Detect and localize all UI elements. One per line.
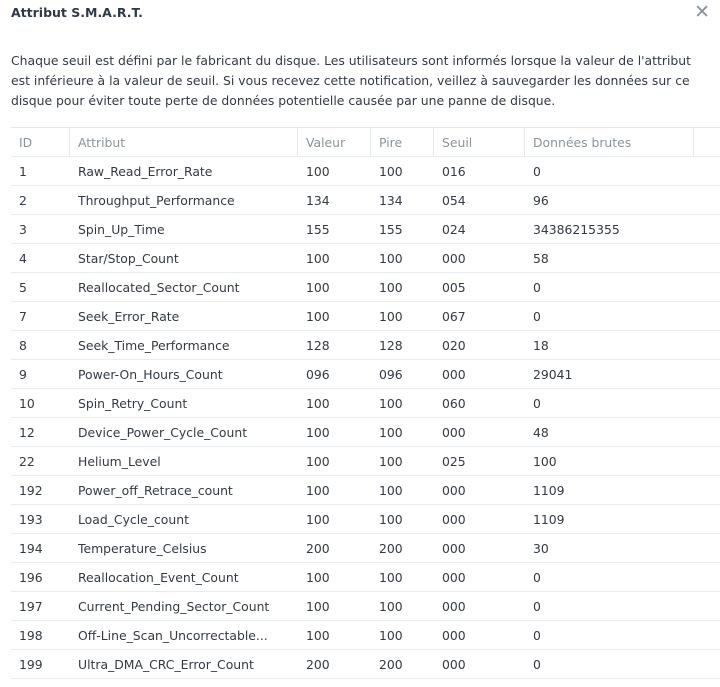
cell-threshold-text: 020 [442, 337, 466, 353]
cell-raw-data [525, 157, 694, 185]
cell-raw-data [525, 360, 694, 388]
cell-worst-text: 100 [379, 250, 403, 266]
cell-attribute-text: Seek_Time_Performance [78, 337, 230, 353]
cell-id [11, 476, 70, 504]
cell-threshold [434, 360, 525, 388]
cell-id [11, 447, 70, 475]
cell-id-text: 10 [19, 395, 35, 411]
cell-value [298, 418, 371, 446]
cell-threshold-text: 054 [442, 192, 466, 208]
cell-attribute-text: Current_Pending_Sector_Count [78, 598, 270, 614]
cell-attribute-text: Power_off_Retrace_count [78, 482, 233, 498]
cell-attribute-text: Reallocation_Event_Count [78, 569, 239, 585]
column-header-id[interactable]: ID [11, 128, 70, 156]
cell-id [11, 505, 70, 533]
cell-id-text: 22 [19, 453, 35, 469]
cell-attribute [70, 476, 298, 504]
table-row[interactable] [11, 389, 720, 418]
cell-attribute [70, 273, 298, 301]
cell-attribute-text: Spin_Retry_Count [78, 395, 188, 411]
cell-value [298, 447, 371, 475]
cell-raw-data [525, 592, 694, 620]
cell-worst [371, 157, 434, 185]
column-header-filler [694, 128, 720, 156]
cell-raw-data-text: 29041 [533, 366, 573, 382]
cell-id [11, 592, 70, 620]
cell-worst-text: 100 [379, 569, 403, 585]
cell-id [11, 215, 70, 243]
cell-worst-text: 134 [379, 192, 403, 208]
cell-threshold [434, 505, 525, 533]
cell-raw-data-text: 58 [533, 250, 549, 266]
cell-worst [371, 447, 434, 475]
cell-value [298, 331, 371, 359]
cell-raw-data-text: 0 [533, 395, 541, 411]
cell-worst-text: 100 [379, 598, 403, 614]
cell-id-text: 192 [19, 482, 43, 498]
cell-worst [371, 621, 434, 649]
table-row[interactable] [11, 273, 720, 302]
cell-worst-text: 128 [379, 337, 403, 353]
cell-raw-data-text: 0 [533, 279, 541, 295]
cell-value [298, 476, 371, 504]
cell-id [11, 302, 70, 330]
cell-worst [371, 302, 434, 330]
cell-attribute-text: Ultra_DMA_CRC_Error_Count [78, 656, 254, 672]
cell-attribute-text: Reallocated_Sector_Count [78, 279, 240, 295]
cell-value-text: 100 [306, 482, 330, 498]
cell-threshold-text: 000 [442, 569, 466, 585]
cell-raw-data [525, 650, 694, 678]
cell-value [298, 244, 371, 272]
cell-threshold [434, 331, 525, 359]
cell-raw-data [525, 447, 694, 475]
cell-raw-data [525, 418, 694, 446]
table-row[interactable] [11, 302, 720, 331]
cell-id [11, 360, 70, 388]
cell-worst-text: 100 [379, 627, 403, 643]
cell-raw-data-text: 96 [533, 192, 549, 208]
cell-worst-text: 100 [379, 308, 403, 324]
cell-attribute [70, 563, 298, 591]
cell-value-text: 100 [306, 395, 330, 411]
table-row[interactable] [11, 331, 720, 360]
cell-threshold [434, 476, 525, 504]
table-row[interactable] [11, 447, 720, 476]
smart-table [11, 127, 720, 679]
cell-value-text: 096 [306, 366, 330, 382]
cell-value [298, 360, 371, 388]
cell-threshold [434, 273, 525, 301]
cell-id-text: 199 [19, 656, 43, 672]
table-row[interactable] [11, 360, 720, 389]
cell-id [11, 157, 70, 185]
table-row[interactable] [11, 621, 720, 650]
cell-raw-data-text: 0 [533, 656, 541, 672]
cell-worst-text: 200 [379, 656, 403, 672]
cell-value [298, 186, 371, 214]
cell-raw-data-text: 1109 [533, 511, 565, 527]
close-icon[interactable]: ✕ [694, 1, 710, 23]
cell-threshold [434, 215, 525, 243]
cell-value [298, 302, 371, 330]
cell-raw-data-text: 1109 [533, 482, 565, 498]
cell-attribute-text: Throughput_Performance [78, 192, 235, 208]
cell-worst-text: 200 [379, 540, 403, 556]
cell-id [11, 563, 70, 591]
cell-raw-data [525, 534, 694, 562]
cell-threshold-text: 000 [442, 366, 466, 382]
cell-value-text: 100 [306, 424, 330, 440]
cell-attribute [70, 215, 298, 243]
cell-raw-data-text: 48 [533, 424, 549, 440]
cell-id [11, 650, 70, 678]
cell-value-text: 155 [306, 221, 330, 237]
cell-attribute [70, 244, 298, 272]
cell-worst-text: 100 [379, 163, 403, 179]
cell-value [298, 157, 371, 185]
cell-worst [371, 360, 434, 388]
cell-threshold-text: 000 [442, 598, 466, 614]
cell-raw-data-text: 100 [533, 453, 557, 469]
cell-threshold [434, 302, 525, 330]
cell-attribute [70, 534, 298, 562]
cell-worst [371, 389, 434, 417]
dialog-header [0, 0, 720, 27]
cell-raw-data [525, 621, 694, 649]
cell-id-text: 198 [19, 627, 43, 643]
cell-attribute [70, 186, 298, 214]
cell-raw-data-text: 0 [533, 627, 541, 643]
cell-attribute-text: Device_Power_Cycle_Count [78, 424, 248, 440]
cell-worst-text: 100 [379, 453, 403, 469]
cell-value-text: 100 [306, 250, 330, 266]
cell-value [298, 534, 371, 562]
cell-worst-text: 096 [379, 366, 403, 382]
cell-raw-data [525, 389, 694, 417]
cell-threshold-text: 016 [442, 163, 466, 179]
cell-id-text: 3 [19, 221, 27, 237]
cell-raw-data-text: 0 [533, 163, 541, 179]
column-header-threshold[interactable]: Seuil [434, 128, 525, 156]
cell-value-text: 200 [306, 656, 330, 672]
cell-raw-data-text: 30 [533, 540, 549, 556]
table-row[interactable] [11, 650, 720, 679]
cell-raw-data [525, 273, 694, 301]
cell-attribute [70, 447, 298, 475]
cell-raw-data [525, 476, 694, 504]
cell-attribute [70, 360, 298, 388]
cell-value [298, 650, 371, 678]
column-header-raw-data[interactable]: Données brutes [525, 128, 694, 156]
table-body [11, 157, 720, 679]
cell-worst [371, 186, 434, 214]
cell-attribute-text: Temperature_Celsius [78, 540, 207, 556]
cell-attribute [70, 621, 298, 649]
cell-raw-data [525, 302, 694, 330]
cell-value [298, 273, 371, 301]
table-row[interactable] [11, 592, 720, 621]
cell-value-text: 100 [306, 163, 330, 179]
cell-attribute [70, 302, 298, 330]
cell-id-text: 4 [19, 250, 27, 266]
table-row[interactable] [11, 505, 720, 534]
cell-worst [371, 592, 434, 620]
column-header-value[interactable]: Valeur [298, 128, 371, 156]
cell-raw-data [525, 331, 694, 359]
dialog-title: Attribut S.M.A.R.T. [11, 5, 143, 20]
cell-worst-text: 100 [379, 511, 403, 527]
cell-raw-data [525, 186, 694, 214]
column-header-worst[interactable]: Pire [371, 128, 434, 156]
cell-raw-data [525, 563, 694, 591]
cell-raw-data-text: 34386215355 [533, 221, 620, 237]
cell-worst-text: 100 [379, 482, 403, 498]
cell-attribute [70, 157, 298, 185]
cell-attribute-text: Load_Cycle_count [78, 511, 189, 527]
cell-id [11, 244, 70, 272]
cell-threshold [434, 534, 525, 562]
cell-id-text: 12 [19, 424, 35, 440]
dialog-description: Chaque seuil est défini par le fabricant du disque. Les utilisateurs sont informés lorsque la valeur de l'attribut est inférieure à la valeur de seuil. Si vous recevez cette notification, veillez à sauvegarder les données sur ce disque pour éviter toute perte de données potentielle causée par une panne de disque. [11, 53, 691, 108]
cell-threshold [434, 418, 525, 446]
cell-threshold-text: 024 [442, 221, 466, 237]
cell-threshold [434, 592, 525, 620]
cell-attribute-text: Spin_Up_Time [78, 221, 165, 237]
cell-id-text: 196 [19, 569, 43, 585]
cell-threshold-text: 000 [442, 540, 466, 556]
cell-value-text: 100 [306, 511, 330, 527]
cell-id-text: 2 [19, 192, 27, 208]
cell-threshold [434, 563, 525, 591]
cell-id [11, 534, 70, 562]
cell-worst-text: 155 [379, 221, 403, 237]
cell-worst [371, 505, 434, 533]
table-row[interactable] [11, 244, 720, 273]
table-row[interactable] [11, 563, 720, 592]
cell-attribute-text: Star/Stop_Count [78, 250, 179, 266]
cell-worst-text: 100 [379, 279, 403, 295]
cell-attribute [70, 389, 298, 417]
cell-threshold-text: 000 [442, 482, 466, 498]
cell-worst-text: 100 [379, 424, 403, 440]
table-row[interactable] [11, 215, 720, 244]
cell-id [11, 331, 70, 359]
table-row[interactable] [11, 418, 720, 447]
cell-value [298, 592, 371, 620]
cell-threshold-text: 000 [442, 511, 466, 527]
table-row[interactable] [11, 534, 720, 563]
cell-attribute-text: Raw_Read_Error_Rate [78, 163, 213, 179]
cell-threshold [434, 186, 525, 214]
cell-raw-data-text: 0 [533, 569, 541, 585]
cell-worst [371, 331, 434, 359]
cell-threshold-text: 000 [442, 627, 466, 643]
cell-threshold-text: 000 [442, 656, 466, 672]
table-row[interactable] [11, 476, 720, 505]
cell-worst [371, 244, 434, 272]
cell-raw-data-text: 18 [533, 337, 549, 353]
cell-threshold [434, 244, 525, 272]
cell-value-text: 134 [306, 192, 330, 208]
cell-value [298, 215, 371, 243]
cell-id [11, 621, 70, 649]
cell-threshold [434, 447, 525, 475]
cell-value-text: 100 [306, 598, 330, 614]
cell-attribute [70, 650, 298, 678]
cell-worst [371, 534, 434, 562]
cell-id [11, 273, 70, 301]
cell-raw-data [525, 215, 694, 243]
cell-value-text: 100 [306, 279, 330, 295]
cell-worst [371, 215, 434, 243]
column-header-attribute[interactable]: Attribut [70, 128, 298, 156]
cell-raw-data-text: 0 [533, 308, 541, 324]
cell-value-text: 100 [306, 308, 330, 324]
cell-id-text: 9 [19, 366, 27, 382]
cell-threshold [434, 389, 525, 417]
cell-id [11, 186, 70, 214]
cell-attribute [70, 418, 298, 446]
cell-value-text: 128 [306, 337, 330, 353]
cell-value [298, 563, 371, 591]
cell-id [11, 389, 70, 417]
cell-worst [371, 563, 434, 591]
cell-worst [371, 650, 434, 678]
cell-attribute [70, 592, 298, 620]
cell-id-text: 5 [19, 279, 27, 295]
cell-id-text: 193 [19, 511, 43, 527]
cell-value [298, 505, 371, 533]
cell-value-text: 100 [306, 569, 330, 585]
cell-threshold-text: 025 [442, 453, 466, 469]
cell-id-text: 7 [19, 308, 27, 324]
cell-worst [371, 418, 434, 446]
cell-id-text: 8 [19, 337, 27, 353]
cell-worst [371, 476, 434, 504]
cell-attribute-text: Seek_Error_Rate [78, 308, 180, 324]
cell-value [298, 621, 371, 649]
cell-id-text: 194 [19, 540, 43, 556]
cell-raw-data-text: 0 [533, 598, 541, 614]
cell-threshold-text: 067 [442, 308, 466, 324]
cell-raw-data [525, 505, 694, 533]
cell-id [11, 418, 70, 446]
cell-threshold-text: 060 [442, 395, 466, 411]
cell-threshold [434, 157, 525, 185]
cell-threshold-text: 000 [442, 424, 466, 440]
cell-id-text: 197 [19, 598, 43, 614]
cell-value-text: 100 [306, 627, 330, 643]
cell-attribute [70, 505, 298, 533]
cell-value-text: 200 [306, 540, 330, 556]
table-header-row [11, 128, 720, 157]
table-row[interactable] [11, 157, 720, 186]
cell-threshold [434, 650, 525, 678]
cell-worst-text: 100 [379, 395, 403, 411]
cell-threshold-text: 000 [442, 250, 466, 266]
cell-attribute-text: Power-On_Hours_Count [78, 366, 223, 382]
cell-id-text: 1 [19, 163, 27, 179]
cell-worst [371, 273, 434, 301]
cell-value-text: 100 [306, 453, 330, 469]
cell-attribute [70, 331, 298, 359]
cell-attribute-text: Helium_Level [78, 453, 161, 469]
table-row[interactable] [11, 186, 720, 215]
cell-value [298, 389, 371, 417]
cell-threshold [434, 621, 525, 649]
cell-attribute-text: Off-Line_Scan_Uncorrectable... [78, 627, 268, 643]
cell-raw-data [525, 244, 694, 272]
cell-threshold-text: 005 [442, 279, 466, 295]
